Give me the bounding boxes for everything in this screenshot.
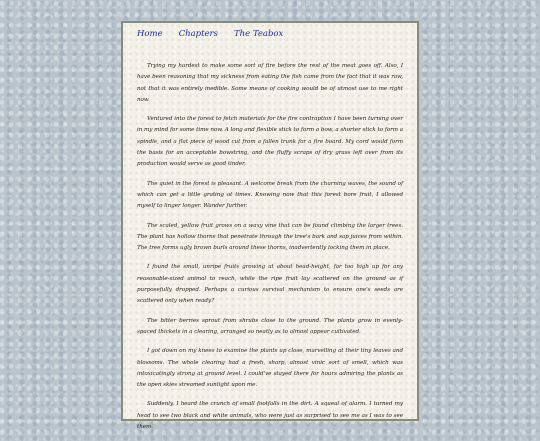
- top-navigation: [137, 29, 299, 39]
- story-paragraph: I found the small, unripe fruits growing at about head-height, far too high up for any reasonable-sized animal to reach, while the ripe fruit lay scattered on the ground as if purposefully dropped. Perhaps a curious survival mechanism to ensure one's seeds are scattered only when ready?: [137, 264, 403, 305]
- story-paragraph: The scaled, yellow fruit grows on a waxy vine that can be found climbing the larger trees. The plant has hollow thorns that penetrate through the tree's bark and sap juices from within. The tree forms ugly brown burls around these thorns, inadvertently locking them in place.: [137, 222, 403, 252]
- story-paragraph: The quiet in the forest is pleasant. A welcome break from the churning waves, the sound of which can get a little grating at times. Knowing now that this forest bore fruit, I allowed myself to linger longer. Wander further.: [137, 180, 403, 210]
- nav-link-teabox[interactable]: The Teabox: [233, 29, 284, 39]
- story-paragraph: Trying my hardest to make some sort of fire before the rest of the meat goes off. Also, I have been reasoning that my sickness from eating the fish came from the fact that it was raw, not that it was entirely inedible. Some means of cooking would be of utmost use to me right now.: [137, 63, 403, 103]
- nav-link-chapters[interactable]: Chapters: [178, 29, 218, 39]
- story-paragraph: The bitter berries sprout from shrubs close to the ground. The plants grow in evenly-spaced thickets in a clearing, arranged so neatly as to almost appear cultivated.: [137, 317, 403, 335]
- journal-page: [121, 21, 419, 431]
- story-paragraph: I got down on my knees to examine the plants up close, marvelling at their tiny leaves and blossoms. The whole clearing had a fresh, sharp, almost vinic sort of smell, which was intoxicatingly strong at ground level. I could've stayed there for hours admiring the plants as the open skies streamed sunlight upon me.: [137, 348, 403, 389]
- story-content: [137, 61, 403, 441]
- story-paragraph: Suddenly, I heard the crunch of small footfalls in the dirt. A squeal of alarm. I turned my head to see two black and white animals, who were just as surprised to see me as I was to see them.: [137, 401, 403, 431]
- nav-link-home[interactable]: Home: [137, 29, 163, 39]
- story-paragraph: Ventured into the forest to fetch materials for the fire contraption I have been turning over in my mind for some time now. A long and flexible stick to form a bow, a shorter stick to form a spindle, and a flat piece of wood cut from a fallen trunk for a fire board. My cord would form the basis for an acceptable bowstring, and the fluffy scraps of dry grass left over from its production would serve as good tinder.: [137, 116, 403, 168]
